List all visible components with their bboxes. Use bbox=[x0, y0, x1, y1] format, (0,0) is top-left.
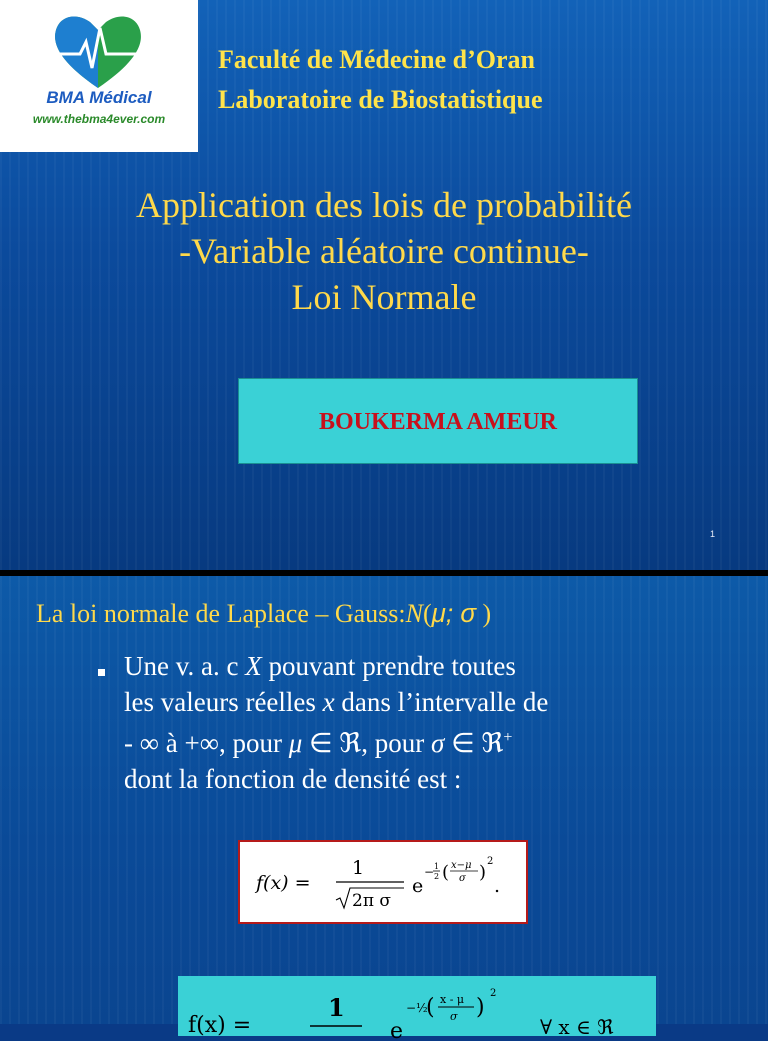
f1-exp-pow: 2 bbox=[487, 856, 494, 867]
f1-num: 1 bbox=[351, 857, 365, 879]
f1-lhs: f(x) = bbox=[256, 872, 311, 894]
bullet-line-3a: - ∞ à +∞, pour bbox=[124, 728, 289, 758]
title-line-3: Loi Normale bbox=[291, 277, 477, 317]
f2-base: e bbox=[390, 1019, 404, 1041]
bullet-line-1b: X bbox=[245, 651, 262, 681]
institution-line-2: Laboratoire de Biostatistique bbox=[218, 85, 543, 114]
heading-params: μ; σ bbox=[431, 598, 477, 628]
institution-line-1: Faculté de Médecine d’Oran bbox=[218, 45, 535, 74]
heading-paren-open: ( bbox=[422, 599, 432, 628]
bullet-square-icon bbox=[98, 669, 105, 676]
heart-logo-icon bbox=[50, 8, 146, 92]
f2-lhs: f(x) = bbox=[188, 1013, 252, 1038]
bullet-line-3f: + bbox=[503, 729, 513, 746]
bullet-line-3c: ∈ ℜ, pour bbox=[302, 728, 432, 758]
f1-den: 2π σ bbox=[352, 891, 391, 911]
page-number: 1 bbox=[710, 529, 716, 539]
author-box bbox=[238, 378, 638, 464]
f1-exp-half-den: 2 bbox=[434, 872, 440, 881]
slide-title bbox=[0, 182, 768, 320]
f2-exp-pow: 2 bbox=[490, 988, 497, 999]
density-formula-2-svg bbox=[178, 976, 656, 1041]
f1-exp-frac-den: σ bbox=[459, 873, 466, 884]
bullet-line-1 bbox=[124, 648, 548, 684]
bullet-line-2 bbox=[124, 684, 548, 720]
heading-n: N bbox=[405, 599, 423, 628]
f2-paren-close: ) bbox=[476, 995, 485, 1020]
institution bbox=[218, 40, 543, 120]
f1-paren-open: ( bbox=[442, 862, 450, 883]
title-line-2: -Variable aléatoire continue- bbox=[179, 231, 589, 271]
slide-heading bbox=[36, 596, 491, 631]
density-formula-svg bbox=[240, 842, 526, 922]
f1-exp-frac-num: x−μ bbox=[451, 860, 472, 871]
bullet-line-2b: x bbox=[322, 687, 335, 717]
f2-exp-frac-num: x - μ bbox=[440, 993, 465, 1006]
heading-paren-close: ) bbox=[476, 599, 492, 628]
f2-quantifier: ∀ x ∈ ℜ bbox=[540, 1015, 614, 1039]
bullet-line-1a: Une v. a. c bbox=[124, 651, 246, 681]
f1-exp-minus: − bbox=[424, 865, 435, 879]
f2-exp-half: −½ bbox=[406, 1001, 428, 1015]
bullet-line-2c: dans l’intervalle de bbox=[334, 687, 549, 717]
bullet-text bbox=[124, 648, 548, 797]
f2-exp-frac-den: σ bbox=[450, 1010, 458, 1023]
logo bbox=[0, 0, 198, 152]
bullet-line-3 bbox=[124, 720, 548, 761]
bullet-line-3d: σ bbox=[431, 728, 445, 758]
f2-num: 1 bbox=[328, 993, 345, 1022]
bullet-line-1c: pouvant prendre toutes bbox=[261, 651, 516, 681]
f1-tail: . bbox=[494, 875, 501, 897]
f1-paren-close: ) bbox=[479, 862, 487, 883]
author-name: BOUKERMA AMEUR bbox=[318, 409, 557, 435]
bullet-line-4: dont la fonction de densité est : bbox=[124, 764, 462, 794]
logo-url: www.thebma4ever.com bbox=[32, 112, 166, 126]
title-line-1: Application des lois de probabilité bbox=[136, 185, 632, 225]
slide-2 bbox=[0, 576, 768, 1041]
heading-text: La loi normale de Laplace – Gauss: bbox=[36, 599, 406, 628]
density-formula-2 bbox=[178, 976, 656, 1041]
logo-name: BMA Médical bbox=[46, 88, 152, 107]
f1-exp-half-num: 1 bbox=[434, 862, 440, 871]
bullet-line-3e: ∈ ℜ bbox=[444, 728, 504, 758]
f2-paren-open: ( bbox=[426, 995, 435, 1020]
density-formula bbox=[238, 840, 528, 924]
bullet-line-2a: les valeurs réelles bbox=[124, 687, 323, 717]
bullet-line-3b: μ bbox=[288, 728, 303, 758]
f1-base: e bbox=[412, 875, 424, 897]
